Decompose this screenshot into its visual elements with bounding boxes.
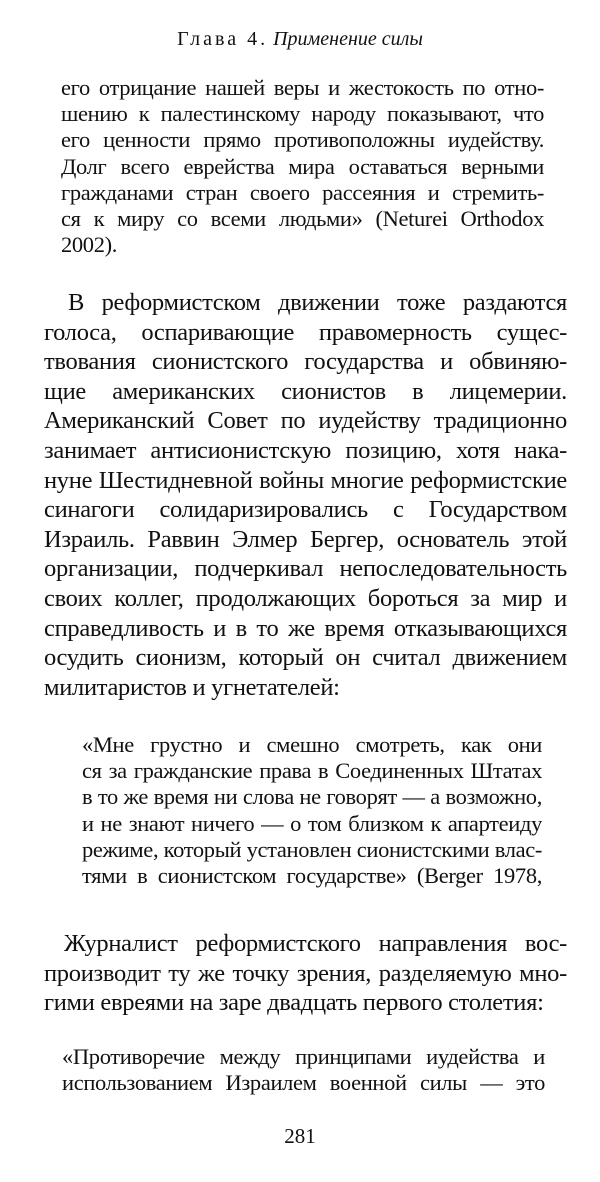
text-line: гими евреями на заре двадцать первого столетия:	[44, 989, 544, 1017]
text-line: голоса, оспаривающие правомерность сущес-	[44, 318, 567, 346]
text-line: своих коллег, продолжающих бороться за мир и	[44, 584, 567, 612]
text-line: организации, подчеркивал непоследовательность	[44, 555, 567, 583]
text-line: «Противоречие между принципами иудейства и	[62, 1044, 545, 1069]
text-line: ся за гражданские права в Соединенных Штатах	[82, 758, 542, 784]
text-line: использованием Израилем военной силы — это	[62, 1070, 545, 1096]
running-header	[0, 28, 600, 51]
text-line: Израиль. Раввин Элмер Бергер, основатель этой	[44, 525, 567, 553]
text-line: Журналист реформистского направления вос-	[64, 930, 567, 957]
paragraph-2	[44, 929, 567, 1018]
text-line: его отрицание нашей веры и жестокость по отно-	[61, 75, 544, 100]
text-line: ся к миру со всеми людьми» (Neturei Orthodox	[61, 205, 544, 231]
paragraph-1	[44, 288, 567, 702]
block-quote-1	[61, 75, 544, 258]
text-line: режиме, который установлен сионистскими влас-	[82, 836, 542, 862]
text-line: синагоги солидаризировались с Государством	[44, 496, 567, 524]
text-line: 2002).	[61, 232, 118, 258]
text-line: производит ту же точку зрения, разделяемую мно-	[44, 959, 567, 987]
text-line: Американский Совет по иудейству традиционно	[44, 407, 567, 435]
text-line: тями в сионистском государстве» (Berger 1978,	[82, 862, 542, 888]
text-line: и не знают ничего — о том близком к апартеиду	[82, 810, 542, 836]
page-number: 281	[284, 1124, 316, 1148]
text-line: нуне Шестидневной войны многие реформистские	[44, 466, 567, 494]
text-line: Долг всего еврейства мира оставаться верными	[61, 153, 544, 179]
text-line: занимает антисионистскую позицию, хотя нака-	[44, 436, 567, 464]
block-quote-3	[62, 1044, 545, 1096]
chapter-label: Глава 4.	[177, 28, 269, 50]
text-line: щие американских сионистов в лицемерии.	[44, 377, 567, 405]
text-line: «Мне грустно и смешно смотреть, как они	[82, 732, 542, 757]
text-line: его ценности прямо противоположны иудейству.	[61, 127, 544, 153]
text-line: В реформистском движении тоже раздаются	[68, 289, 567, 316]
text-line: справедливость и в то же время отказывающихся	[44, 614, 567, 642]
text-line: твования сионистского государства и обвиняю-	[44, 348, 567, 376]
text-line: милитаристов и угнетателей:	[44, 673, 340, 701]
text-line: гражданами стран своего рассеяния и стремить-	[61, 179, 544, 205]
text-line: шению к палестинскому народу показывают, что	[61, 101, 544, 127]
block-quote-2	[82, 732, 542, 889]
text-line: в то же время ни слова не говорят — а возможно,	[82, 784, 542, 810]
chapter-title: Применение силы	[273, 28, 423, 50]
text-line: осудить сионизм, который он считал движением	[44, 644, 567, 672]
